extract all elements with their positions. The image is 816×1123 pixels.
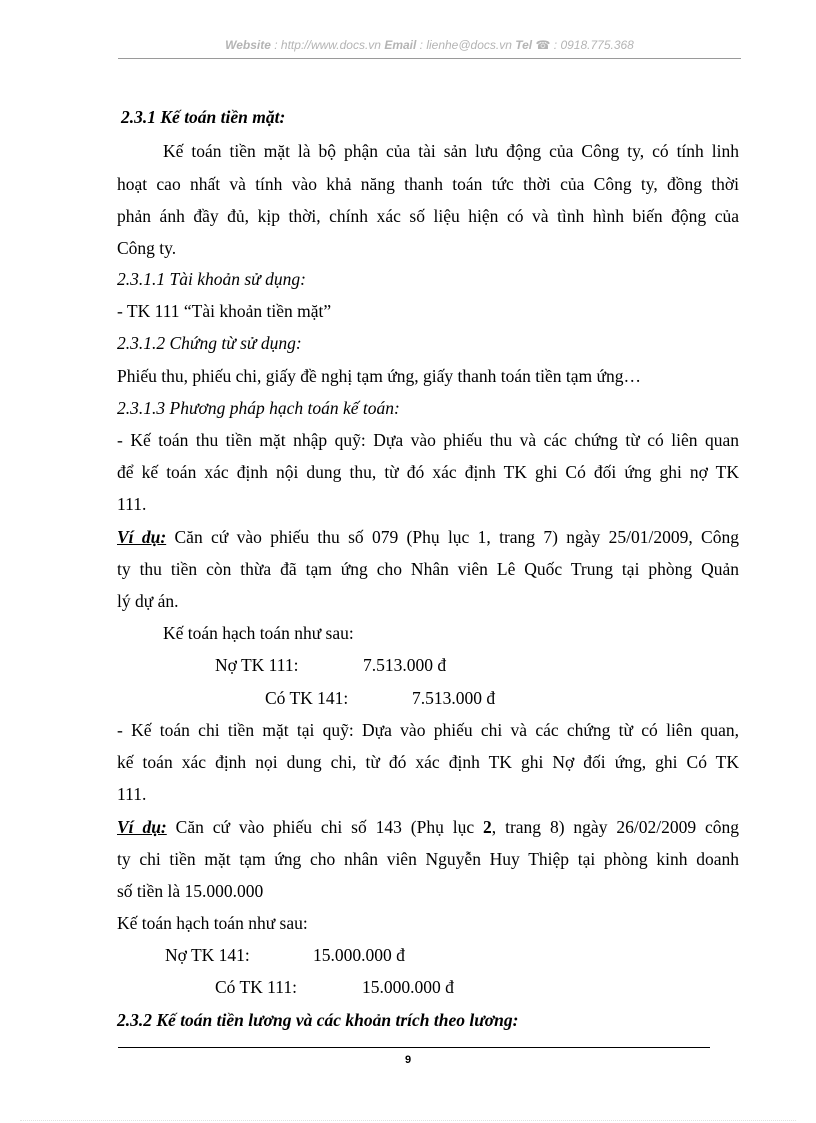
entry-2-credit-amount: 15.000.000 đ <box>362 977 454 997</box>
receipt-line-1: - Kế toán thu tiền mặt nhập quỹ: Dựa vào phiếu thu và các chứng từ có liên quan <box>117 430 739 450</box>
receipt-line-3: 111. <box>117 494 147 514</box>
example-1-line-2: ty thu tiền còn thừa đã tạm ứng cho Nhân viên Lê Quốc Trung tại phòng Quản <box>117 559 739 579</box>
entry-1-debit-amount: 7.513.000 đ <box>363 655 447 675</box>
entry-1-credit-amount: 7.513.000 đ <box>412 688 496 708</box>
example-1-line-3: lý dự án. <box>117 591 179 611</box>
intro-line-1: Kế toán tiền mặt là bộ phận của tài sản lưu động của Công ty, có tính linh <box>163 141 739 161</box>
account-tk111: - TK 111 “Tài khoản tiền mặt” <box>117 301 332 321</box>
entry-2-credit-account: Có TK 111: <box>215 977 297 997</box>
receipt-line-2: để kế toán xác định nội dung thu, từ đó xác định TK ghi Có đối ứng ghi nợ TK <box>117 462 739 482</box>
entry-2-debit-amount: 15.000.000 đ <box>313 945 405 965</box>
subheading-2-3-1-1: 2.3.1.1 Tài khoản sử dụng: <box>117 269 306 289</box>
intro-line-3: phản ánh đầy đủ, kịp thời, chính xác số liệu hiện có và tình hình biến động của <box>117 206 739 226</box>
page-bottom-edge <box>20 1120 796 1121</box>
tel-label: Tel <box>515 38 533 52</box>
example-2-line-2: ty chi tiền mặt tạm ứng cho nhân viên Nguyễn Huy Thiệp tại phòng kinh doanh <box>117 849 739 869</box>
subheading-2-3-1-2: 2.3.1.2 Chứng từ sử dụng: <box>117 333 302 353</box>
documents-used: Phiếu thu, phiếu chi, giấy đề nghị tạm ứng, giấy thanh toán tiền tạm ứng… <box>117 366 641 386</box>
tel-value: : 0918.775.368 <box>550 38 634 52</box>
entry-1-credit-account: Có TK 141: <box>265 688 349 708</box>
example-2-appendix-number: 2 <box>483 817 492 837</box>
footer-divider <box>118 1047 710 1048</box>
email-value: : lienhe@docs.vn <box>416 38 516 52</box>
example-2-line-1 <box>117 817 739 837</box>
phone-icon: ☎ <box>535 38 551 52</box>
posting-intro-1: Kế toán hạch toán như sau: <box>163 623 354 643</box>
example-1-line-1 <box>117 527 739 547</box>
payment-line-1: - Kế toán chi tiền mặt tại quỹ: Dựa vào phiếu chi và các chứng từ có liên quan, <box>117 720 739 740</box>
website-label: Website <box>225 38 271 52</box>
subheading-2-3-1-3: 2.3.1.3 Phương pháp hạch toán kế toán: <box>117 398 400 418</box>
entry-1-debit-account: Nợ TK 111: <box>215 655 299 675</box>
example-1-text: Căn cứ vào phiếu thu số 079 (Phụ lục 1, trang 7) ngày 25/01/2009, Công <box>166 527 739 547</box>
page-number: 9 <box>404 1054 412 1066</box>
intro-line-4: Công ty. <box>117 238 177 258</box>
entry-2-debit-account: Nợ TK 141: <box>165 945 250 965</box>
example-2-text-b: , trang 8) ngày 26/02/2009 công <box>491 817 739 837</box>
page-header <box>118 38 741 59</box>
payment-line-3: 111. <box>117 784 147 804</box>
example-label: Ví dụ: <box>117 817 167 837</box>
section-heading-2-3-2: 2.3.2 Kế toán tiền lương và các khoản trích theo lương: <box>117 1010 519 1030</box>
payment-line-2: kế toán xác định nọi dung chi, từ đó xác định TK ghi Nợ đối ứng, ghi Có TK <box>117 752 739 772</box>
example-2-text-a: Căn cứ vào phiếu chi số 143 (Phụ lục <box>166 817 484 837</box>
example-2-line-3: số tiền là 15.000.000 <box>117 881 264 901</box>
posting-intro-2: Kế toán hạch toán như sau: <box>117 913 308 933</box>
website-value: : http://www.docs.vn <box>270 38 385 52</box>
email-label: Email <box>384 38 417 52</box>
example-label: Ví dụ: <box>117 527 167 547</box>
section-heading-2-3-1: 2.3.1 Kế toán tiền mặt: <box>121 107 286 127</box>
intro-line-2: hoạt cao nhất và tính vào khả năng thanh toán tức thời của Công ty, đồng thời <box>117 174 739 194</box>
